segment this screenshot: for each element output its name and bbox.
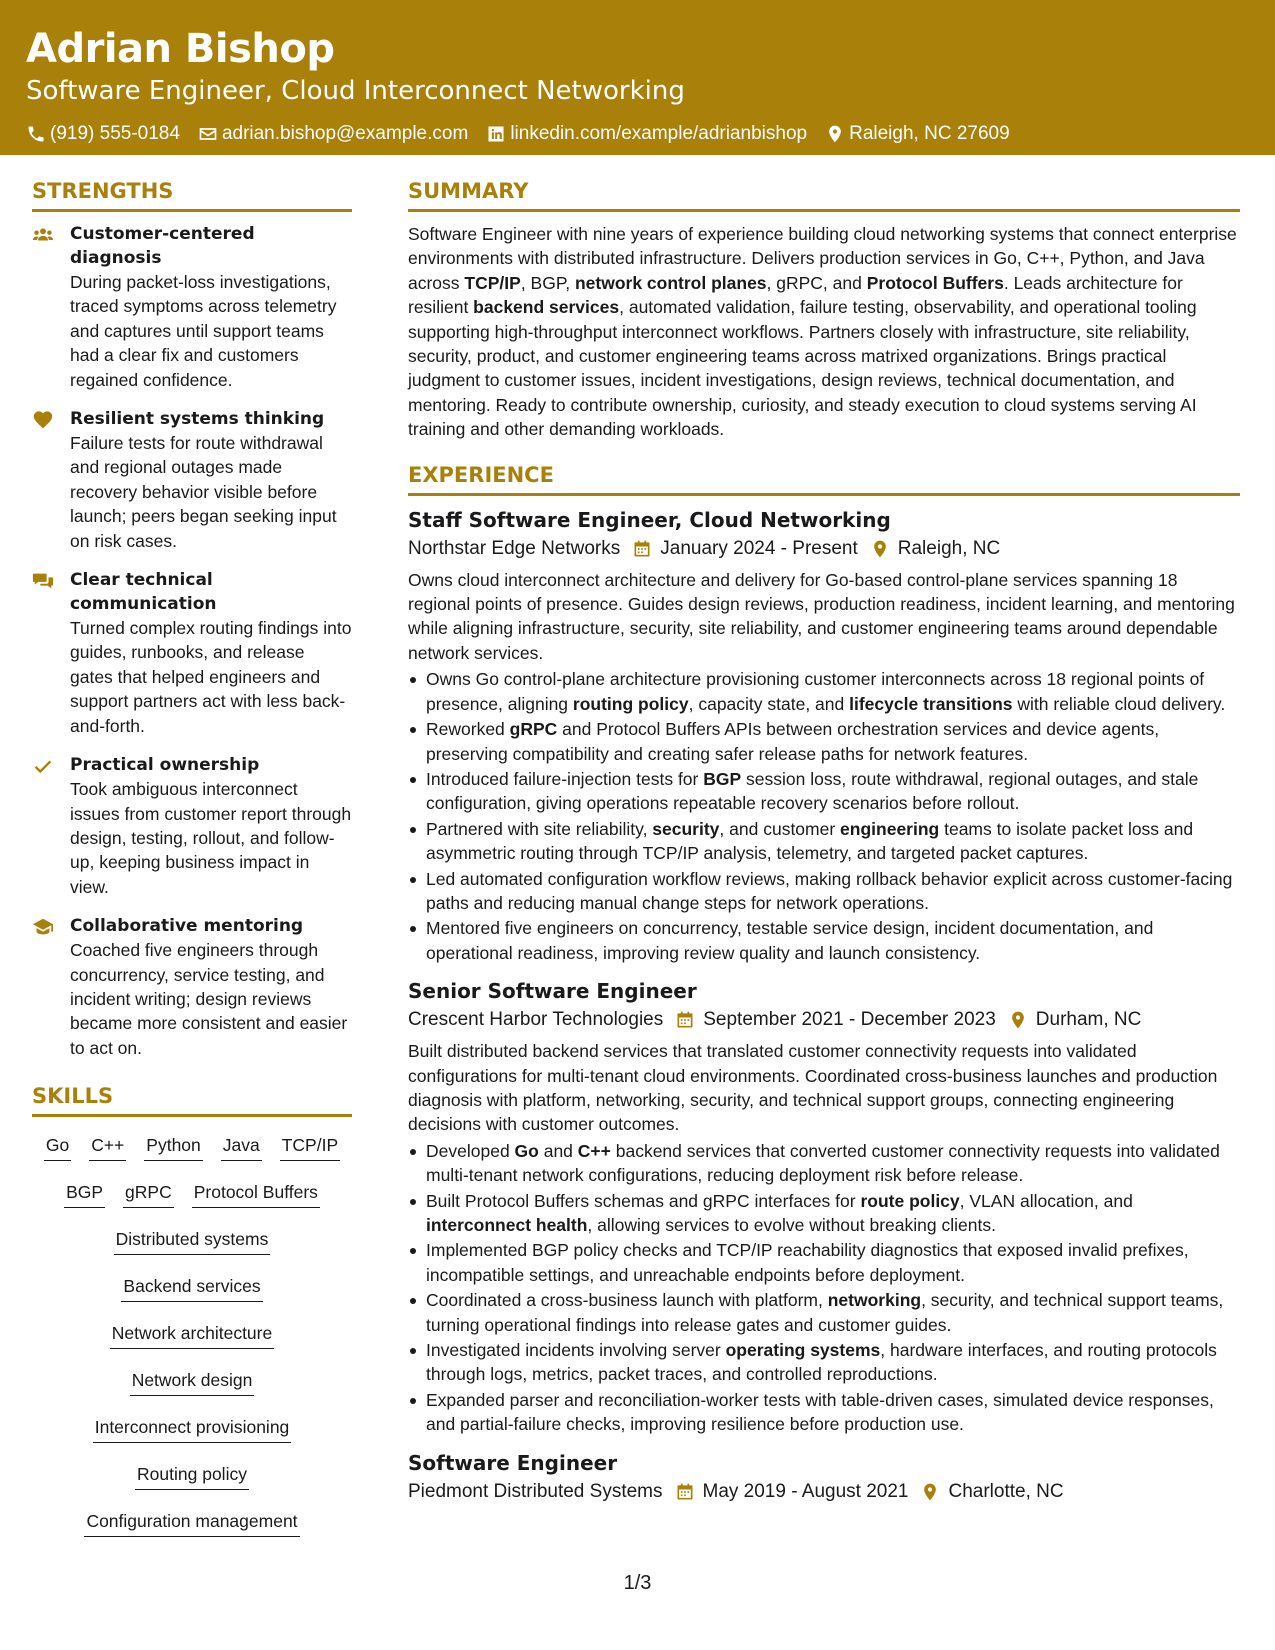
job-location: Charlotte, NC	[948, 1480, 1064, 1502]
envelope-icon	[198, 124, 218, 144]
job-bullets	[408, 667, 1240, 965]
map-pin-icon	[870, 539, 890, 559]
left-column	[32, 176, 352, 1556]
contact-location-text: Raleigh, NC 27609	[849, 123, 1010, 144]
skill-tag: Java	[221, 1133, 262, 1161]
contact-linkedin-text[interactable]: linkedin.com/example/adrianbishop	[510, 123, 808, 144]
job-bullet: Partnered with site reliability, security, and customer engineering teams to isolate packet loss and asymmetric routing through TCP/IP analysis, telemetry, and targeted packet captures.	[408, 817, 1240, 866]
candidate-role: Software Engineer, Cloud Interconnect Networking	[26, 76, 685, 106]
skills-list	[32, 1133, 352, 1556]
strength-item	[32, 222, 352, 392]
skills-heading: SKILLS	[32, 1081, 352, 1117]
strength-title: Customer-centered diagnosis	[70, 224, 255, 268]
skill-tag: Interconnect provisioning	[93, 1415, 292, 1443]
strength-title: Resilient systems thinking	[70, 409, 325, 430]
skill-tag: Backend services	[121, 1274, 262, 1302]
strength-title: Clear technical communication	[70, 570, 217, 615]
strength-item	[32, 568, 352, 738]
job-bullet: Expanded parser and reconciliation-worker tests with table-driven cases, simulated device responses, and partial-failure checks, improving resilience before production use.	[408, 1388, 1240, 1437]
contact-email-text[interactable]: adrian.bishop@example.com	[221, 123, 469, 144]
job-entry	[408, 977, 1240, 1437]
phone-icon	[26, 124, 46, 144]
job-dates: January 2024 - Present	[660, 537, 858, 559]
job-location: Raleigh, NC	[897, 537, 1001, 559]
map-pin-icon	[825, 124, 845, 144]
job-bullet: Reworked gRPC and Protocol Buffers APIs between orchestration services and device agents, preserving compatibility and creating safer release paths for network features.	[408, 717, 1240, 766]
job-company: Crescent Harbor Technologies	[408, 1009, 664, 1031]
job-title: Staff Software Engineer, Cloud Networking	[408, 507, 891, 532]
page-number: 1/3	[623, 1572, 652, 1594]
skill-tag: Network design	[130, 1368, 255, 1396]
summary-heading: SUMMARY	[408, 176, 1240, 212]
skill-tag: TCP/IP	[280, 1133, 340, 1161]
map-pin-icon	[920, 1482, 940, 1502]
skill-tag: C++	[89, 1133, 126, 1161]
job-dates: September 2021 - December 2023	[703, 1009, 996, 1031]
job-bullet: Coordinated a cross-business launch with platform, networking, security, and technical support teams, turning operational findings into release gates and customer guides.	[408, 1288, 1240, 1337]
right-column	[408, 176, 1240, 1511]
job-entry	[408, 1449, 1240, 1507]
contact-phone-text: (919) 555-0184	[50, 123, 180, 144]
linkedin-icon	[486, 124, 506, 144]
job-description: Owns cloud interconnect architecture and delivery for Go-based control-plane services spanning 18 regional points of presence. Guides design reviews, production readiness, incident learning, and mentoring while aligning infrastructure, security, site reliability, and customer engineering teams around dependable network services.	[408, 569, 1235, 663]
skill-tag: BGP	[64, 1180, 105, 1208]
skill-tag: Python	[144, 1133, 202, 1161]
strength-title: Practical ownership	[70, 755, 260, 776]
strength-text: Failure tests for route withdrawal and regional outages made recovery behavior visible before launch; peers began seeking input on risk cases.	[70, 433, 337, 551]
job-title: Senior Software Engineer	[408, 979, 697, 1004]
job-meta	[408, 1005, 1240, 1035]
job-entry	[408, 506, 1240, 966]
job-bullet: Investigated incidents involving server operating systems, hardware interfaces, and routing protocols through logs, metrics, packet traces, and controlled reproductions.	[408, 1338, 1240, 1387]
heart-icon	[32, 409, 54, 431]
job-description: Built distributed backend services that translated customer connectivity requests into validated configurations for multi-tenant cloud environments. Coordinated cross-business launches and production diagnosis with platform, networking, security, and technical support groups, connecting engineering decisions with customer outcomes.	[408, 1041, 1218, 1135]
map-pin-icon	[1008, 1010, 1028, 1030]
job-bullet: Developed Go and C++ backend services that converted customer connectivity requests into validated multi-tenant network configurations, reducing deployment risk before release.	[408, 1139, 1240, 1188]
job-meta	[408, 534, 1240, 564]
job-company: Piedmont Distributed Systems	[408, 1480, 663, 1502]
strength-text: Took ambiguous interconnect issues from customer report through design, testing, rollout, and follow-up, keeping business impact in view.	[70, 779, 352, 897]
strength-title: Collaborative mentoring	[70, 916, 304, 937]
calendar-icon	[675, 1482, 695, 1502]
contact-row	[26, 122, 1249, 146]
contact-linkedin[interactable]	[486, 122, 807, 146]
contact-location	[825, 122, 1010, 146]
calendar-icon	[675, 1010, 695, 1030]
job-location: Durham, NC	[1035, 1009, 1142, 1031]
job-bullets	[408, 1139, 1240, 1437]
skill-tag: Distributed systems	[114, 1227, 271, 1255]
strength-text: Turned complex routing findings into guides, runbooks, and release gates that helped engineers and support partners act with less back-and-forth.	[70, 618, 352, 736]
job-bullet: Owns Go control-plane architecture provisioning customer interconnects across 18 regional points of presence, aligning routing policy, capacity state, and lifecycle transitions with reliable cloud delivery.	[408, 667, 1240, 716]
job-bullet: Introduced failure-injection tests for BGP session loss, route withdrawal, regional outages, and stale configuration, giving operations repeatable recovery scenarios before rollout.	[408, 767, 1240, 816]
job-title: Software Engineer	[408, 1450, 618, 1475]
job-bullet: Implemented BGP policy checks and TCP/IP reachability diagnostics that exposed invalid prefixes, incompatible settings, and unreachable endpoints before deployment.	[408, 1238, 1240, 1287]
job-bullet: Built Protocol Buffers schemas and gRPC interfaces for route policy, VLAN allocation, and interconnect health, allowing services to evolve without breaking clients.	[408, 1189, 1240, 1238]
skill-tag: Protocol Buffers	[192, 1180, 320, 1208]
job-bullet: Mentored five engineers on concurrency, testable service design, incident documentation, and operational readiness, improving review quality and launch consistency.	[408, 916, 1240, 965]
resume-header	[0, 0, 1275, 155]
comments-icon	[32, 570, 54, 592]
contact-phone	[26, 122, 180, 146]
experience-heading: EXPERIENCE	[408, 460, 1240, 496]
calendar-icon	[632, 539, 652, 559]
job-bullet: Led automated configuration workflow reviews, making rollback behavior explicit across customer-facing paths and reducing manual change steps for network operations.	[408, 867, 1240, 916]
skill-tag: Network architecture	[110, 1321, 274, 1349]
graduation-cap-icon	[32, 916, 54, 938]
strength-item	[32, 914, 352, 1060]
skill-tag: Go	[44, 1133, 71, 1161]
summary-text: Software Engineer with nine years of experience building cloud networking systems that connect enterprise environments with distributed infrastructure. Delivers production services in Go, C++, Python, and Java across TCP/IP, BGP, network control planes, gRPC, and Protocol Buffers. Leads architecture for resilient backend services, automated validation, failure testing, observability, and operational tooling supporting high-throughput interconnect workflows. Partners closely with infrastructure, site reliability, security, product, and customer engineering teams across matrixed organizations. Brings practical judgment to customer issues, incident investigations, design reviews, technical documentation, and mentoring. Ready to contribute ownership, curiosity, and steady execution to cloud systems serving AI training and other demanding workloads.	[408, 224, 1237, 440]
checkmark-icon	[32, 755, 54, 777]
job-meta	[408, 1477, 1240, 1507]
skill-tag: Configuration management	[84, 1509, 299, 1537]
strength-text: During packet-loss investigations, traced symptoms across telemetry and captures until support teams had a clear fix and customers regained confidence.	[70, 272, 337, 390]
job-dates: May 2019 - August 2021	[702, 1480, 909, 1502]
strength-item	[32, 753, 352, 899]
strengths-heading: STRENGTHS	[32, 176, 352, 212]
strength-text: Coached five engineers through concurrency, service testing, and incident writing; design reviews became more consistent and easier to act on.	[70, 940, 348, 1058]
users-icon	[32, 224, 54, 246]
skill-tag: Routing policy	[135, 1462, 249, 1490]
skill-tag: gRPC	[123, 1180, 174, 1208]
job-company: Northstar Edge Networks	[408, 537, 621, 559]
contact-email[interactable]	[198, 122, 468, 146]
strength-item	[32, 407, 352, 553]
candidate-name: Adrian Bishop	[26, 26, 335, 72]
